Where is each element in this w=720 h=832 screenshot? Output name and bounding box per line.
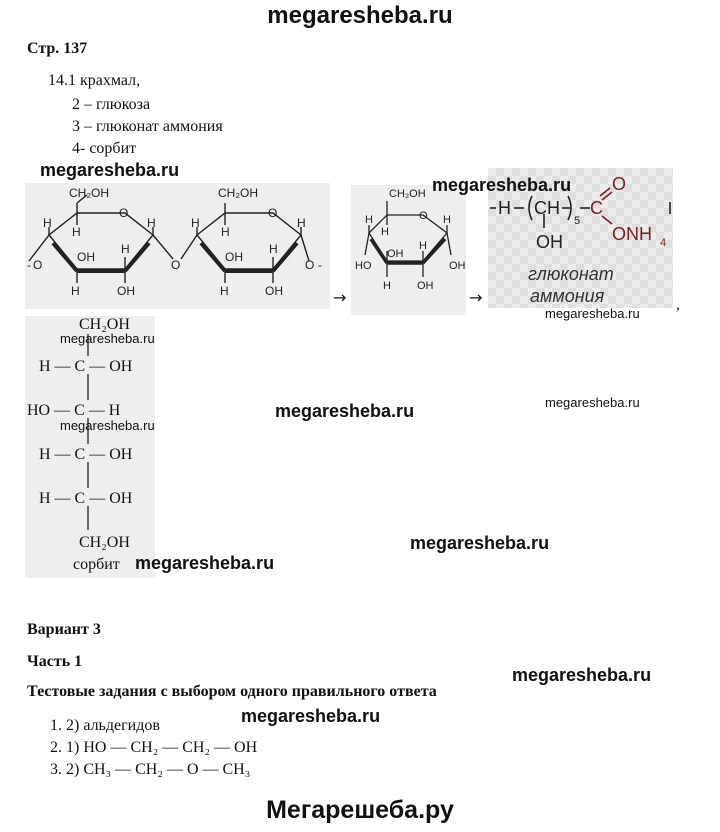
gluconate-h: H — [498, 198, 511, 218]
gluconate-o: O — [612, 174, 627, 194]
gluconate-ch: CH — [534, 198, 560, 218]
sorbitol-row-4: H — C — OH — [39, 490, 133, 507]
glucose-ring-o: O — [419, 210, 428, 222]
glucose-ho: HO — [355, 260, 372, 272]
glucose-h: H — [419, 240, 427, 252]
glucose-h: H — [365, 214, 373, 226]
starch-ch2oh-2: CH₂OH — [218, 186, 258, 200]
glucose-structure — [351, 185, 466, 315]
watermark: megaresheba.ru — [432, 175, 572, 195]
starch-end-dash: - — [318, 258, 322, 272]
gluconate-onh: ONH — [612, 224, 652, 244]
gluconate-name-2: аммония — [530, 286, 605, 306]
starch-h: H — [221, 225, 230, 239]
glucose-ch2oh: CH₂OH — [389, 188, 426, 200]
starch-end-o-left: O — [33, 258, 43, 272]
watermark: megaresheba.ru — [60, 418, 155, 433]
starch-oh: OH — [225, 250, 243, 264]
starch-h: H — [269, 242, 278, 256]
arrow-1: → — [333, 288, 347, 307]
starch-h: H — [297, 216, 306, 230]
starch-figure — [25, 183, 330, 309]
watermark: megaresheba.ru — [40, 160, 180, 180]
starch-h: H — [147, 216, 156, 230]
starch-h: H — [121, 242, 130, 256]
glucose-h: H — [383, 280, 391, 292]
starch-structure — [25, 183, 330, 309]
starch-oh: OH — [77, 250, 95, 264]
starch-end-o-right: O — [305, 258, 315, 272]
starch-h: H — [43, 216, 52, 230]
test-answer-2: 2. 1) HO — CH₂ — CH₂ — OH — [50, 739, 258, 756]
glucose-oh: OH — [387, 248, 404, 260]
watermark: megaresheba.ru — [60, 331, 155, 346]
glucose-figure — [351, 185, 466, 315]
starch-end-dash: - — [27, 258, 31, 272]
sorbitol-row-3: H — C — OH — [39, 446, 133, 463]
watermark: megaresheba.ru — [512, 665, 652, 685]
watermark: megaresheba.ru — [275, 401, 415, 421]
starch-ring-o-2: O — [268, 206, 278, 220]
variant-heading: Вариант 3 — [27, 621, 101, 638]
part-heading: Часть 1 — [27, 653, 83, 670]
page-reference: Стр. 137 — [27, 40, 88, 57]
sorbitol-figure — [25, 316, 155, 578]
starch-oh: OH — [117, 284, 135, 298]
glucose-h: H — [443, 214, 451, 226]
sorbitol-name: сорбит — [73, 556, 120, 573]
gluconate-oh: OH — [536, 232, 563, 252]
watermark: megaresheba.ru — [135, 553, 275, 573]
test-answer-1: 1. 2) альдегидов — [50, 717, 160, 734]
sorbitol-row-2: HO — C — H — [27, 402, 121, 419]
site-footer[interactable]: Мегарешеба.ру — [266, 796, 454, 824]
gluconate-c: C — [590, 198, 603, 218]
gluconate-sub5: 5 — [574, 215, 581, 227]
test-answer-3: 3. 2) CH₃ — CH₂ — O — CH₃ — [50, 761, 251, 778]
starch-h: H — [191, 216, 200, 230]
sorbitol-row-1: H — C — OH — [39, 358, 133, 375]
glucose-oh: OH — [449, 260, 466, 272]
watermark: megaresheba.ru — [241, 706, 381, 726]
starch-oh: OH — [265, 284, 283, 298]
answer-line-3: 3 – глюконат аммония — [72, 118, 223, 135]
starch-bridge-o: O — [171, 258, 181, 272]
starch-ring-o-1: O — [119, 206, 129, 220]
glucose-h: H — [381, 226, 389, 238]
site-header[interactable]: megaresheba.ru — [267, 2, 453, 29]
starch-h: H — [220, 284, 229, 298]
answer-line-4: 4- сорбит — [72, 140, 137, 157]
gluconate-sub4: 4 — [660, 237, 667, 249]
starch-ch2oh-1: CH₂OH — [69, 186, 109, 200]
answer-line-2: 2 – глюкоза — [72, 96, 151, 113]
starch-h: H — [72, 225, 81, 239]
watermark: megaresheba.ru — [410, 533, 550, 553]
watermark: megaresheba.ru — [545, 395, 640, 410]
starch-h: H — [71, 284, 80, 298]
watermark: megaresheba.ru — [545, 306, 640, 321]
glucose-oh: OH — [417, 280, 434, 292]
sorbitol-top: CH₂OH — [79, 316, 130, 333]
test-heading: Тестовые задания с выбором одного правильного ответа — [27, 683, 437, 700]
comma: , — [676, 296, 680, 313]
sorbitol-bottom: CH₂OH — [79, 534, 130, 551]
answer-line-1: 14.1 крахмал, — [48, 72, 141, 89]
gluconate-name-1: глюконат — [528, 264, 614, 284]
arrow-2: → — [469, 288, 483, 307]
